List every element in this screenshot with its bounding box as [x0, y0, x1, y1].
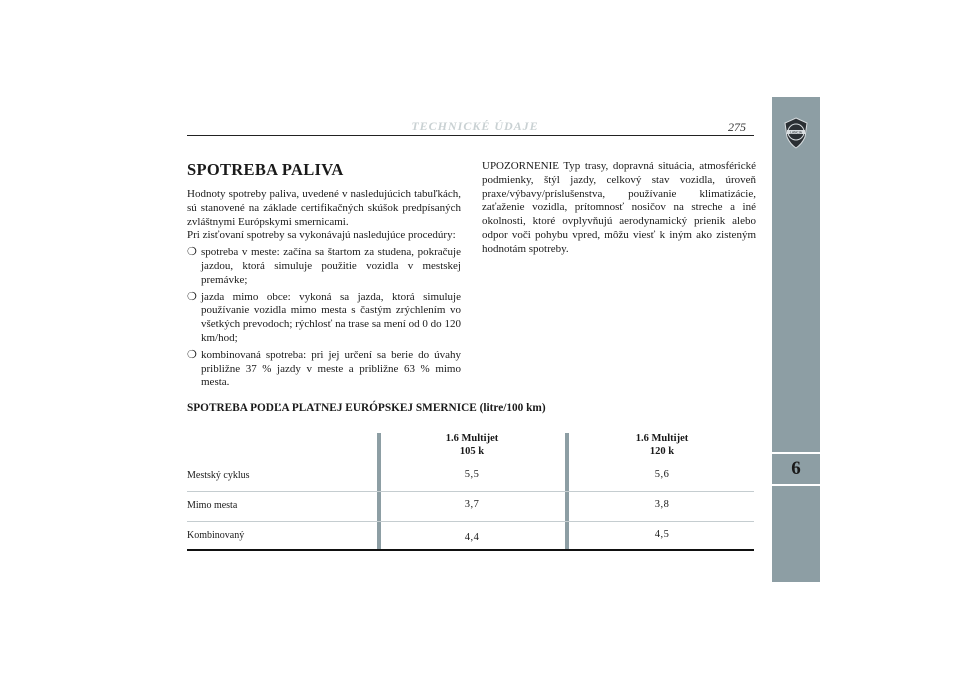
right-column: [482, 160, 756, 257]
column-header-name: 1.6 Multijet: [445, 433, 499, 444]
logo-lettering: LANCIA: [790, 130, 802, 135]
header-rule: [187, 135, 754, 136]
chapter-number: 6: [791, 458, 801, 479]
table-cell: 5,5: [464, 469, 480, 480]
table-cell: 4,5: [654, 529, 670, 540]
bullet-circle-icon: ❍: [187, 246, 197, 259]
column-header-power: 120 k: [649, 445, 675, 457]
column-header: [602, 433, 722, 458]
list-item-text: jazda mimo obce: vykoná sa jazda, ktorá simuluje používanie vozidla mimo mesta s častým zrýchlením vo všetkých prevodoch; rýchlosť na trase sa mení od 0 do 120 km/hod;: [201, 290, 461, 344]
table-cell: 5,6: [654, 469, 670, 480]
page-number: 275: [728, 120, 746, 134]
table-row: [187, 521, 754, 551]
table-cell: 3,8: [654, 499, 670, 510]
table-row: [187, 491, 754, 522]
intro-paragraph: Hodnoty spotreby paliva, uvedené v nasledujúcich tabuľkách, sú stanovené na základe certifikačných skúšok predpísaných zvláštnymi Európskymi smernicami.: [187, 188, 461, 228]
table-cell: 4,4: [464, 532, 480, 543]
column-header-name: 1.6 Multijet: [635, 433, 689, 444]
list-item-text: spotreba v meste: začína sa štartom za studena, pokračuje jazdou, ktorá simuluje použitie vozidla v mestskej premávke;: [201, 246, 461, 286]
row-label: Kombinovaný: [187, 530, 245, 541]
row-label: Mimo mesta: [187, 500, 238, 511]
list-item: [187, 349, 461, 390]
section-title: SPOTREBA PALIVA: [187, 160, 344, 179]
running-header-title: TECHNICKÉ ÚDAJE: [411, 119, 539, 133]
lancia-logo-icon: [783, 117, 809, 149]
table-bottom-rule: [187, 549, 754, 551]
column-header-power: 105 k: [459, 445, 485, 457]
chapter-tab-divider-top: [772, 452, 820, 454]
row-label: Mestský cyklus: [187, 470, 250, 481]
bullet-circle-icon: ❍: [187, 290, 197, 303]
procedures-intro: Pri zisťovaní spotreby sa vykonávajú nasledujúce procedúry:: [187, 229, 456, 242]
consumption-table: [187, 433, 754, 552]
procedure-list: [187, 246, 461, 390]
list-item: [187, 246, 461, 287]
column-header: [412, 433, 532, 458]
chapter-side-tab: [772, 97, 820, 582]
bullet-circle-icon: ❍: [187, 348, 197, 361]
table-title: SPOTREBA PODĽA PLATNEJ EURÓPSKEJ SMERNICE (litre/100 km): [187, 402, 546, 414]
chapter-tab-divider-bottom: [772, 484, 820, 486]
warning-paragraph: UPOZORNENIE Typ trasy, dopravná situácia, atmosférické podmienky, štýl jazdy, celkový stav vozidla, úroveň praxe/výbavy/príslušenstva, používanie klimatizácie, zaťaženie vozidla, prítomnosť nosičov na streche a iné okolnosti, ktoré ovplyvňujú aerodynamický prienik alebo odpor voči pohybu vpred, môžu viesť k iným ako zisteným hodnotám spotreby.: [482, 160, 756, 255]
list-item: [187, 291, 461, 346]
table-cell: 3,7: [464, 499, 480, 510]
list-item-text: kombinovaná spotreba: pri jej určení sa berie do úvahy približne 37 % jazdy v meste a približne 63 % mimo mesta.: [201, 348, 461, 389]
table-row: [187, 461, 754, 492]
left-column: [187, 160, 461, 393]
